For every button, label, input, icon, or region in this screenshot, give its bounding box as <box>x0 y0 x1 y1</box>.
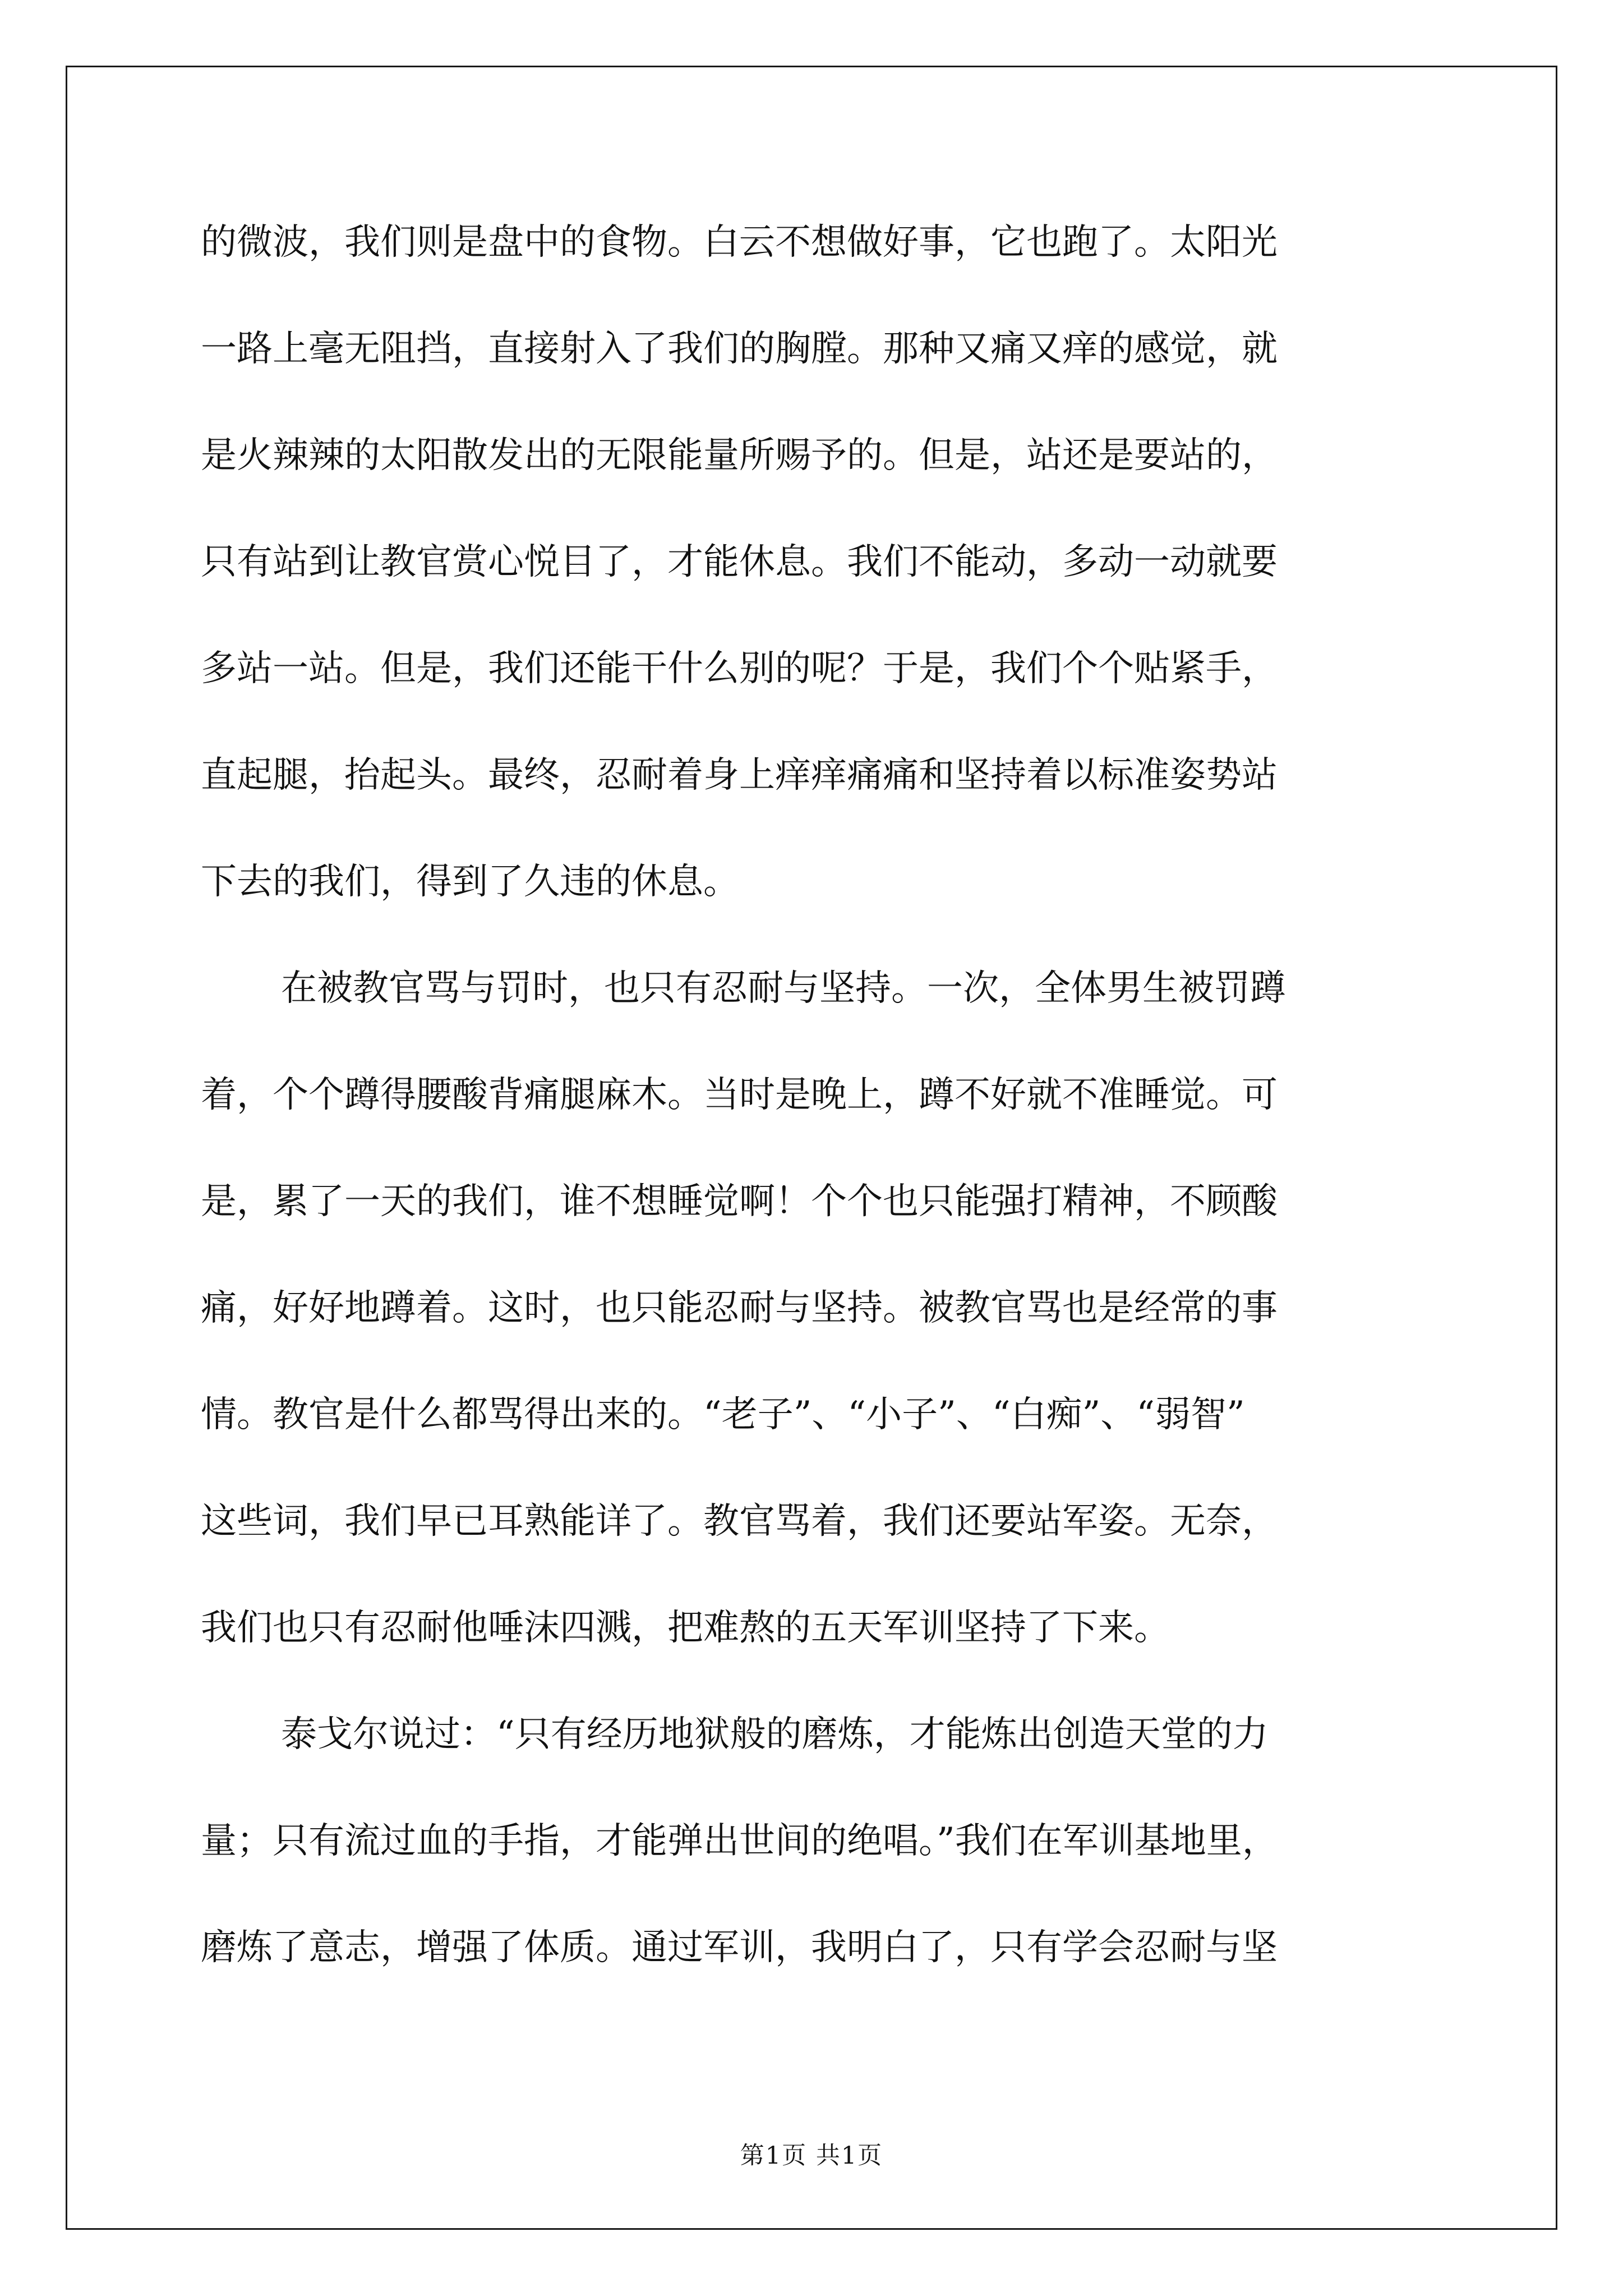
text-line <box>201 648 1440 757</box>
line-text: 是火辣辣的太阳散发出的无限能量所赐予的。但是，站还是要站的， <box>201 435 1278 476</box>
line-text: 只有站到让教官赏心悦目了，才能休息。我们不能动，多动一动就要 <box>201 541 1278 583</box>
line-text: 情。教官是什么都骂得出来的。“老子”、“小子”、“白痴”、“弱智” <box>201 1394 1245 1435</box>
document-body <box>201 224 1440 2036</box>
line-text: 痛，好好地蹲着。这时，也只能忍耐与坚持。被教官骂也是经常的事 <box>201 1287 1278 1329</box>
text-line <box>201 1927 1440 2036</box>
text-line <box>201 541 1440 651</box>
line-text: 多站一站。但是，我们还能干什么别的呢？于是，我们个个贴紧手， <box>201 648 1278 689</box>
text-line <box>201 861 1440 970</box>
line-text: 在被教官骂与罚时，也只有忍耐与坚持。一次，全体男生被罚蹲 <box>281 968 1286 1009</box>
paragraph-start-line <box>201 1714 1440 1823</box>
line-text: 量；只有流过血的手指，才能弹出世间的绝唱。”我们在军训基地里， <box>201 1820 1278 1862</box>
text-line <box>201 1607 1440 1717</box>
line-text: 是，累了一天的我们，谁不想睡觉啊！个个也只能强打精神，不顾酸 <box>201 1181 1278 1222</box>
text-line <box>201 435 1440 544</box>
line-text: 泰戈尔说过：“只有经历地狱般的磨炼，才能炼出创造天堂的力 <box>281 1714 1269 1755</box>
page-footer: 第1页 共1页 <box>740 2142 883 2170</box>
text-line <box>201 754 1440 864</box>
text-line <box>201 1181 1440 1290</box>
line-text: 直起腿，抬起头。最终，忍耐着身上痒痒痛痛和坚持着以标准姿势站 <box>201 754 1278 796</box>
line-text: 一路上毫无阻挡，直接射入了我们的胸膛。那种又痛又痒的感觉，就 <box>201 328 1278 370</box>
text-line <box>201 328 1440 438</box>
line-text: 着，个个蹲得腰酸背痛腿麻木。当时是晚上，蹲不好就不准睡觉。可 <box>201 1074 1278 1116</box>
paragraph-start-line <box>201 970 1440 1077</box>
text-line <box>201 1503 1440 1610</box>
text-line <box>201 1287 1440 1397</box>
text-line <box>201 1394 1440 1503</box>
text-line <box>201 1074 1440 1184</box>
line-text: 下去的我们，得到了久违的休息。 <box>201 861 739 903</box>
line-text: 这些词，我们早已耳熟能详了。教官骂着，我们还要站军姿。无奈， <box>201 1501 1278 1542</box>
text-line <box>201 1820 1440 1930</box>
text-line <box>201 224 1440 331</box>
line-text: 的微波，我们则是盘中的食物。白云不想做好事，它也跑了。太阳光 <box>201 222 1278 263</box>
line-text: 我们也只有忍耐他唾沫四溅，把难熬的五天军训坚持了下来。 <box>201 1607 1170 1649</box>
line-text: 磨炼了意志，增强了体质。通过军训，我明白了，只有学会忍耐与坚 <box>201 1927 1278 1968</box>
